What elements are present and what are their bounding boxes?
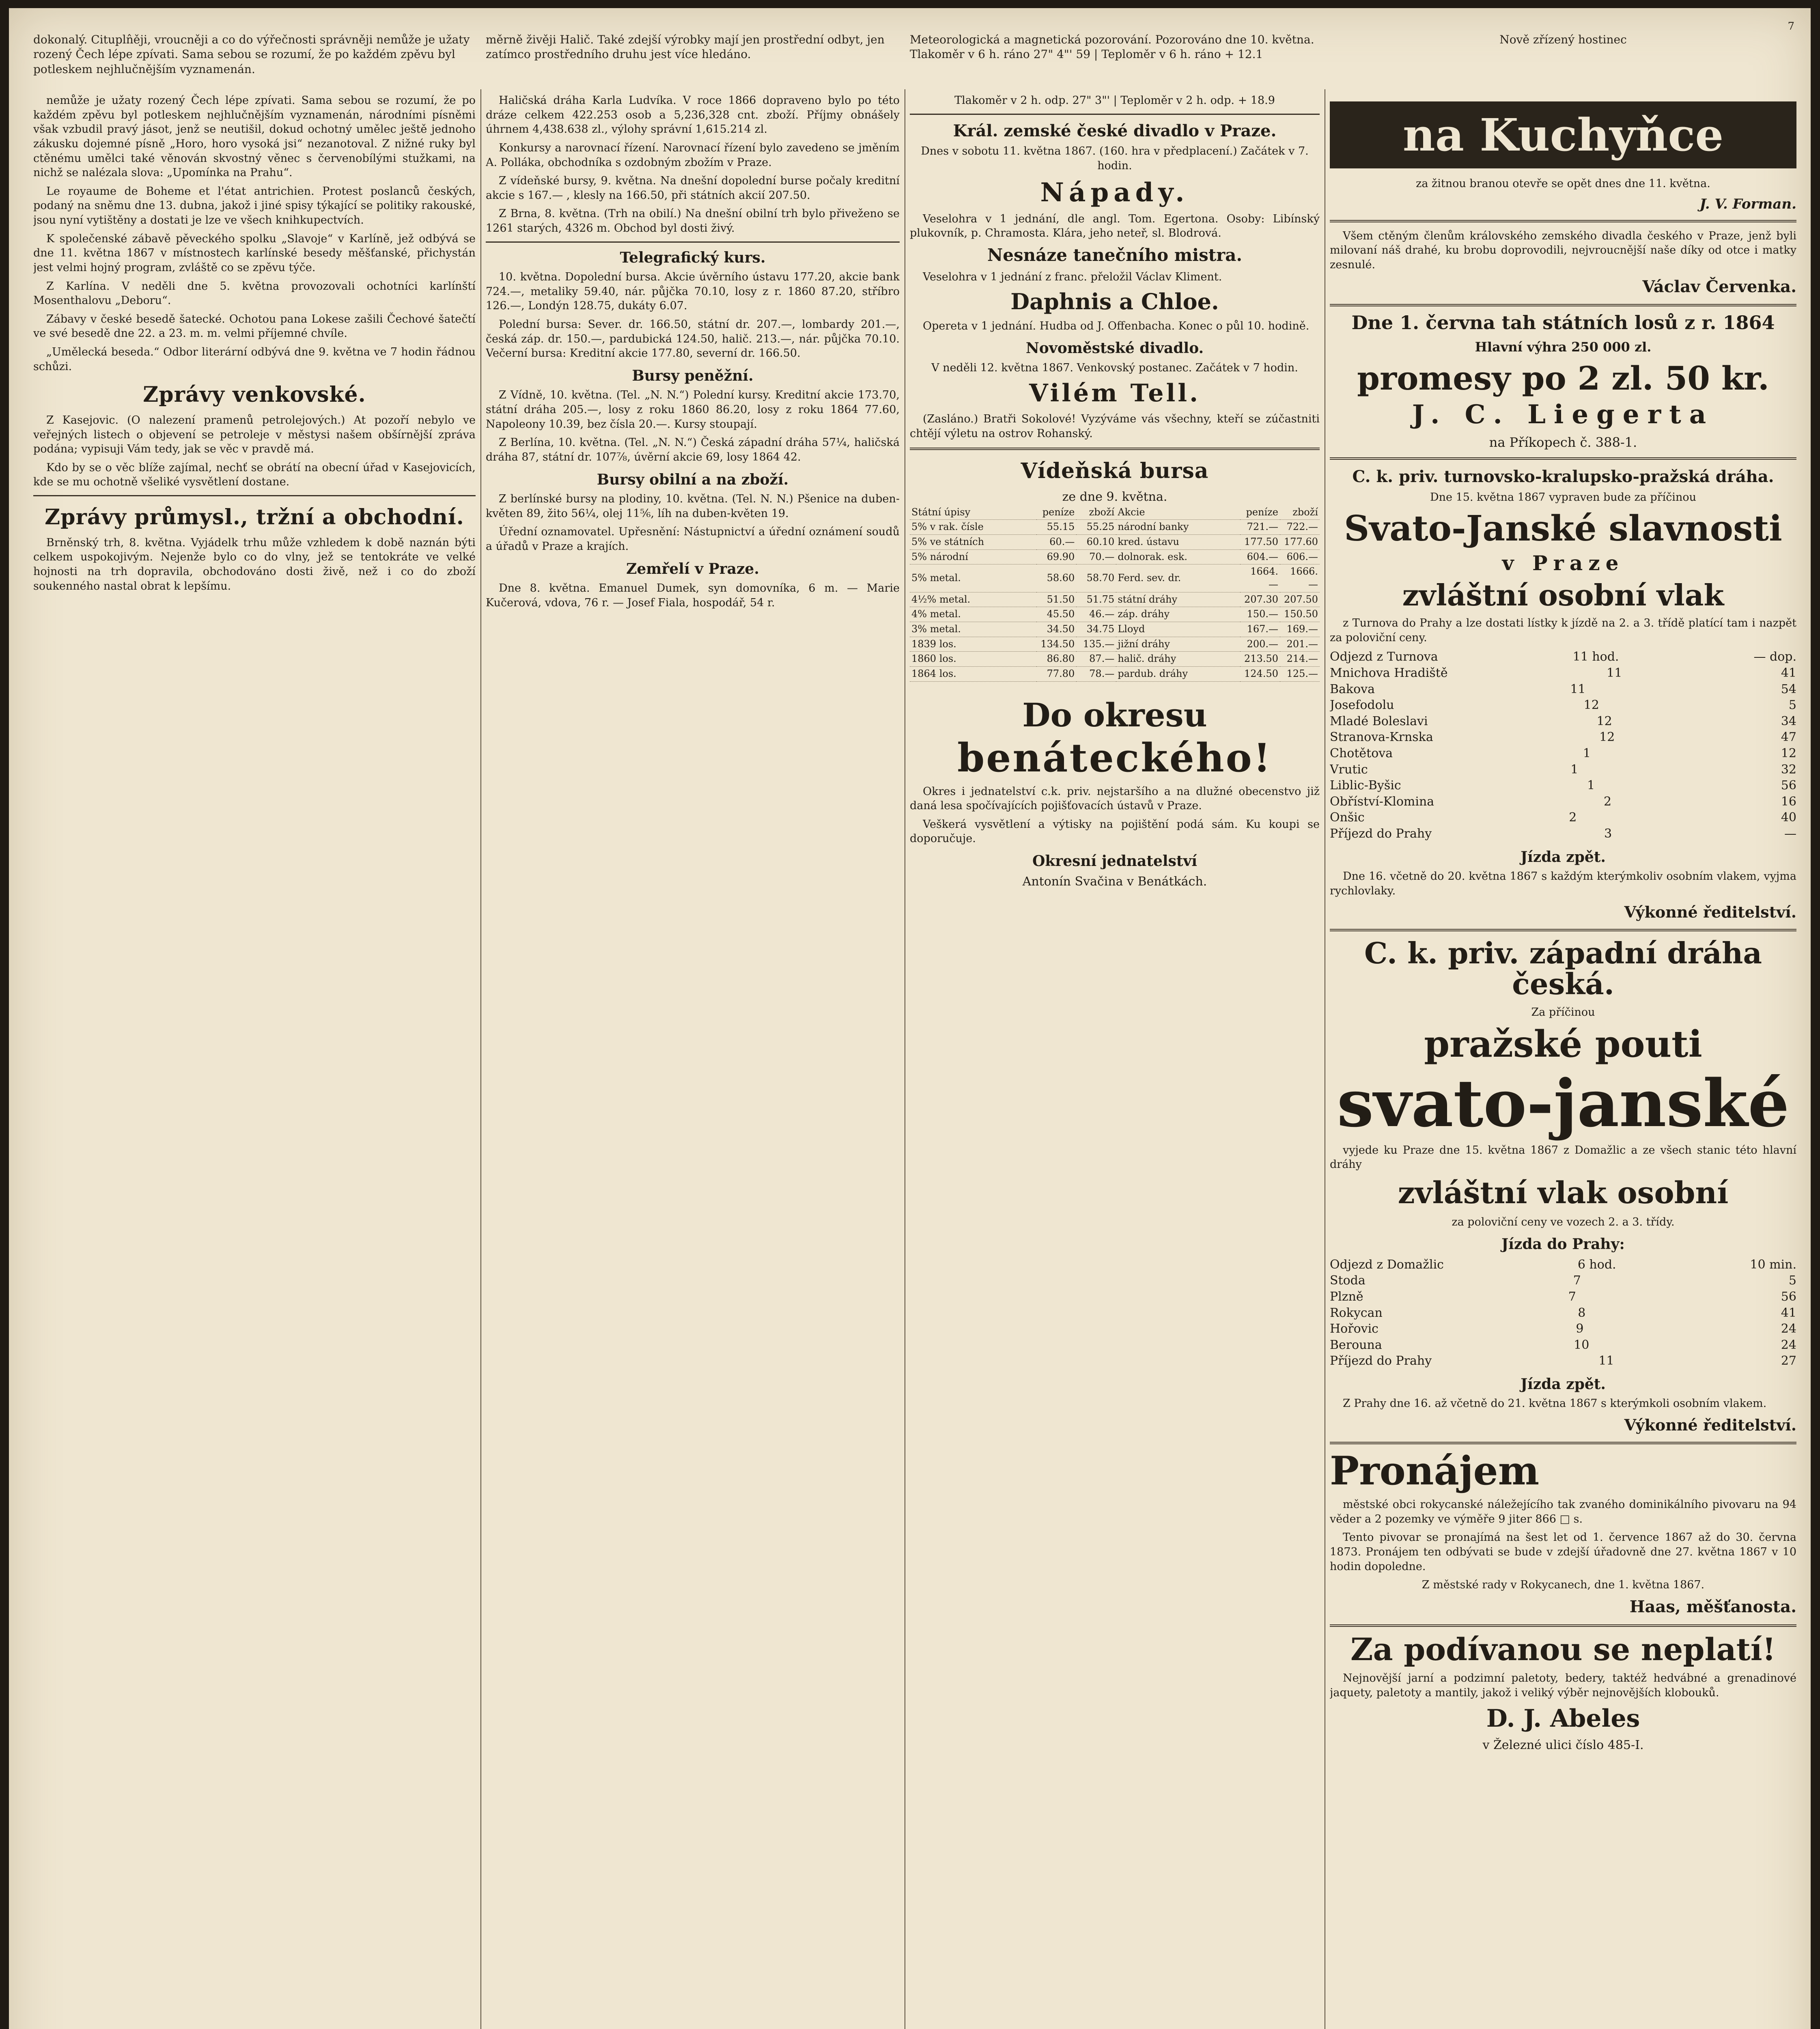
article-paragraph: Z Brna, 8. května. (Trh na obilí.) Na dnešní obilní trh bylo přiveženo se 1261 starých, 4326 m. Obchod byl dosti živý.: [486, 207, 900, 235]
station-time: 2: [1603, 794, 1612, 809]
column-rule: [480, 89, 481, 2029]
table-cell: 4½% metal.: [910, 592, 1036, 607]
article-paragraph: za žitnou branou otevře se opět dnes dne 11. května.: [1416, 177, 1710, 190]
table-cell: 51.75: [1076, 592, 1116, 607]
divider: [1330, 457, 1796, 460]
ad-banner: Svato-Janské slavnosti: [1344, 508, 1782, 549]
station-time: 1: [1570, 762, 1579, 777]
station-name: Hořovic: [1330, 1322, 1378, 1336]
timetable-row: [1330, 1337, 1796, 1353]
ad-banner: benáteckého!: [957, 734, 1272, 781]
table-cell: kred. ústavu: [1116, 535, 1240, 550]
play-title: Vilém Tell.: [1029, 379, 1201, 408]
article-paragraph: Všem ctěným členům královského zemského divadla českého v Praze, jenž byli milovaní náš drahé, ku brobu doprovodili, nejvroucnější naše díky od otce i matky zesnulé.: [1330, 229, 1796, 271]
article-paragraph: Tento pivovar se pronajímá na šest let od 1. července 1867 až do 30. června 1873. Pronájem ten odbývati se bude v zdejší úřadovně dne 27. května 1867 v 10 hodin dopoledne.: [1330, 1531, 1796, 1573]
table-cell: 5% metal.: [910, 564, 1036, 592]
table-cell: národní banky: [1116, 520, 1240, 535]
play-title: Nesnáze tanečního mistra.: [987, 245, 1243, 265]
table-cell: 5% v rak. čísle: [910, 520, 1036, 535]
table-cell: 134.50: [1036, 637, 1076, 652]
table-cell: dolnorak. esk.: [1116, 549, 1240, 564]
table-cell: 60.—: [1036, 535, 1076, 550]
page-corner-mark: 7: [1788, 20, 1794, 32]
article-paragraph: Veselohra v 1 jednání, dle angl. Tom. Egertona. Osoby: Libínský plukovník, p. Chramosta. Klára, jeho neteř, sl. Blodrová.: [910, 212, 1320, 240]
firm-name: J. C. Liegerta: [1412, 399, 1714, 430]
section-heading: Bursy peněžní.: [632, 367, 754, 384]
table-cell: státní dráhy: [1116, 592, 1240, 607]
station-name: Mnichova Hradiště: [1330, 666, 1448, 680]
section-heading: Telegrafický kurs.: [620, 249, 766, 266]
timetable-row: [1330, 681, 1796, 698]
ad-banner: zvláštní vlak osobní: [1398, 1175, 1729, 1211]
article-paragraph: Veškerá vysvětlení a výtisky na pojištění podá sám. Ku koupi se doporučuje.: [910, 818, 1320, 845]
table-cell: 34.50: [1036, 622, 1076, 637]
divider: [1330, 1442, 1796, 1444]
table-cell: 167.—: [1240, 622, 1280, 637]
station-name: Odjezd z Turnova: [1330, 650, 1438, 664]
station-name: Liblic-Byšic: [1330, 778, 1401, 793]
article-paragraph: „Umělecká beseda.“ Odbor literární odbývá dne 9. května ve 7 hodin řádnou schůzi.: [33, 346, 476, 373]
table-cell: 77.80: [1036, 667, 1076, 682]
station-name: Stranova-Krnska: [1330, 730, 1433, 745]
article-paragraph: Kdo by se o věc blíže zajímal, nechť se obrátí na obecní úřad v Kasejovicích, kde se mu ochotně všeliké vysvětlení dostane.: [33, 461, 476, 489]
station-time: 32: [1781, 762, 1796, 777]
table-cell: 58.60: [1036, 564, 1076, 592]
station-time: 10: [1574, 1338, 1590, 1352]
ad-heading: Do okresu: [1022, 696, 1207, 734]
table-cell: 51.50: [1036, 592, 1076, 607]
table-row: [910, 652, 1320, 667]
article-paragraph: městské obci rokycanské náležejícího tak zvaného dominikálního pivovaru na 94 věder a 2 pozemky ve výměře 9 jiter 866 □ s.: [1330, 1498, 1796, 1525]
table-cell: 5% ve státních: [910, 535, 1036, 550]
article-paragraph: Nejnovější jarní a podzimní paletoty, bedery, taktéž hedvábné a grenadinové jaquety, paletoty a mantily, jakož i veliký výběr nejnovějších klobouků.: [1330, 1672, 1796, 1699]
station-time: 41: [1781, 666, 1796, 680]
table-cell: 1666.—: [1280, 564, 1320, 592]
station-name: Plzně: [1330, 1290, 1363, 1304]
station-time: 6 hod.: [1577, 1257, 1616, 1272]
timetable-row: [1330, 1273, 1796, 1289]
timetable-row: [1330, 729, 1796, 745]
newspaper-page: [9, 8, 1811, 2029]
table-cell: jižní dráhy: [1116, 637, 1240, 652]
top-strip: [33, 32, 1794, 87]
table-header-cell: zboží: [1280, 505, 1320, 520]
article-paragraph: V neděli 12. května 1867. Venkovský postanec. Začátek v 7 hodin.: [931, 361, 1298, 374]
station-time: 56: [1781, 1290, 1796, 1304]
section-subheading: ze dne 9. května.: [1062, 490, 1167, 504]
divider: [1330, 304, 1796, 306]
ad-subheading: Hlavní výhra 250 000 zl.: [1475, 339, 1652, 355]
section-heading: Vídeňská bursa: [1021, 458, 1209, 483]
station-time: 7: [1573, 1273, 1581, 1288]
article-paragraph: Dne 15. května 1867 vypraven bude za příčinou: [1430, 491, 1696, 504]
article-paragraph: Polední bursa: Sever. dr. 166.50, státní dr. 207.—, lombardy 201.—, česká záp. dr. 150.—, pardubická 124.50, halič. 213.—, nár. půjčka 70.10. Večerní bursa: Kreditní akcie 177.80, severní dr. 166.50.: [486, 318, 900, 360]
station-time: 12: [1583, 698, 1599, 713]
station-time: 27: [1781, 1354, 1796, 1368]
table-row: [910, 549, 1320, 564]
ad-subheading: Jízda do Prahy:: [1501, 1236, 1625, 1253]
table-cell: 46.—: [1076, 607, 1116, 622]
ad-banner: zvláštní osobní vlak: [1402, 577, 1724, 612]
article-paragraph: Dne 16. včetně do 20. května 1867 s každým kterýmkoliv osobním vlakem, vyjma rychlovlaky.: [1330, 870, 1796, 897]
ad-banner: Za podívanou se neplatí!: [1350, 1631, 1776, 1667]
table-cell: 78.—: [1076, 667, 1116, 682]
ad-banner: promesy po 2 zl. 50 kr.: [1357, 359, 1769, 397]
table-row: [910, 535, 1320, 550]
firm-name: D. J. Abeles: [1486, 1704, 1640, 1733]
station-time: 24: [1781, 1338, 1796, 1352]
station-name: Odjezd z Domažlic: [1330, 1257, 1444, 1272]
article-paragraph: 10. května. Dopolední bursa. Akcie úvěrního ústavu 177.20, akcie bank 724.—, metaliky 59.40, nár. půjčka 70.10, losy z r. 1860 87.20, stříbro 126.—, Londýn 128.75, dukáty 6.07.: [486, 271, 900, 312]
station-name: Onšic: [1330, 810, 1365, 825]
table-cell: 87.—: [1076, 652, 1116, 667]
ad-signature-sub: Antonín Svačina v Benátkách.: [1022, 874, 1207, 889]
top-strip-col2: měrně živěji Halič. Také zdejší výrobky mají jen prostřední odbyt, jen zatímco prostředního druhu jest více hledáno.: [486, 33, 885, 61]
article-paragraph: Brněnský trh, 8. května. Vyjádelk trhu může vzhledem k době naznán býti celkem uspokojivým. Nejenže bylo co do vlny, jež se tentokráte ve velké hojnosti na trh dopravila, obchodováno dosti živě, než i co do zboží soukenného nastal obrat k lepšímu.: [33, 536, 476, 592]
firm-address: v Železné ulici číslo 485-I.: [1482, 1738, 1644, 1752]
station-time: 54: [1781, 682, 1796, 696]
station-time: 11: [1570, 682, 1586, 696]
station-name: Rokycan: [1330, 1305, 1383, 1320]
article-paragraph: Opereta v 1 jednání. Hudba od J. Offenbacha. Konec o půl 10. hodině.: [923, 319, 1310, 332]
station-time: — dop.: [1753, 650, 1796, 664]
table-cell: 3% metal.: [910, 622, 1036, 637]
station-time: 11 hod.: [1572, 650, 1619, 664]
table-cell: 34.75: [1076, 622, 1116, 637]
table-cell: 124.50: [1240, 667, 1280, 682]
play-title: Daphnis a Chloe.: [1010, 288, 1219, 314]
ad-subheading: Jízda zpět.: [1521, 848, 1606, 866]
article-paragraph: vyjede ku Praze dne 15. května 1867 z Domažlic a ze všech stanic této hlavní dráhy: [1330, 1144, 1796, 1171]
firm-address: na Příkopech č. 388-1.: [1489, 435, 1637, 450]
section-heading: Bursy obilní a na zboží.: [597, 471, 789, 488]
table-cell: 207.30: [1240, 592, 1280, 607]
article-paragraph: Z Prahy dne 16. až včetně do 21. května 1867 s kterýmkoli osobním vlakem.: [1343, 1397, 1767, 1410]
timetable: [1330, 649, 1796, 842]
table-cell: 125.—: [1280, 667, 1320, 682]
station-time: —: [1784, 826, 1796, 841]
weather-line: Tlakoměr v 2 h. odp. 27" 3"' | Teploměr v 2 h. odp. + 18.9: [954, 94, 1275, 107]
ad-banner: pražské pouti: [1424, 1023, 1702, 1066]
table-cell: 1839 los.: [910, 637, 1036, 652]
divider: [1330, 220, 1796, 222]
article-paragraph: Z Kasejovic. (O nalezení pramenů petrolejových.) At pozoří nebylo ve veřejných listech o objevení se petroleje v městysi našem obšírnější zpráva podána; vypisuji Vám tedy, jak se věc v pravdě má.: [33, 414, 476, 456]
article-paragraph: Z Vídně, 10. května. (Tel. „N. N.“) Polední kursy. Kreditní akcie 173.70, státní dráha 205.—, losy z roku 1860 86.20, losy z roku 1864 77.60, Napoleony 10.39, bez čísla 20.—. Kursy stoupají.: [486, 389, 900, 431]
ad-signature: Výkonné ředitelství.: [1624, 1416, 1796, 1435]
station-name: Chotětova: [1330, 746, 1393, 760]
table-cell: pardub. dráhy: [1116, 667, 1240, 682]
theatre-title: Král. zemské české divadlo v Praze.: [953, 121, 1277, 140]
station-time: 5: [1788, 1273, 1796, 1288]
table-cell: 45.50: [1036, 607, 1076, 622]
divider: [910, 448, 1320, 450]
hostinec-banner: na Kuchyňce: [1330, 101, 1796, 168]
table-row: [910, 592, 1320, 607]
station-time: 9: [1576, 1322, 1584, 1336]
article-paragraph: Za příčinou: [1531, 1006, 1595, 1019]
station-time: 7: [1568, 1290, 1576, 1304]
table-cell: 55.15: [1036, 520, 1076, 535]
table-cell: 722.—: [1280, 520, 1320, 535]
table-cell: 214.—: [1280, 652, 1320, 667]
table-cell: 207.50: [1280, 592, 1320, 607]
table-cell: 55.25: [1076, 520, 1116, 535]
timetable-row: [1330, 665, 1796, 681]
article-paragraph: Veselohra v 1 jednání z franc. přeložil Václav Kliment.: [923, 271, 1222, 284]
table-cell: 60.10: [1076, 535, 1116, 550]
table-cell: 177.50: [1240, 535, 1280, 550]
top-strip-col1: dokonalý. Citupln̂ěji, vroucněji a co do výřečnosti správněji nemůže je užaty rozený Čech lépe zpívati. Sama sebou se rozumí, že po každém zpěvu byl potleskem nejhlučnějším vyznamenán.: [33, 33, 470, 76]
column-3: [910, 93, 1320, 2029]
table-cell: 5% národní: [910, 549, 1036, 564]
station-name: Stoda: [1330, 1273, 1366, 1288]
station-name: Berouna: [1330, 1338, 1382, 1352]
divider: [1330, 929, 1796, 931]
section-heading: Zprávy průmysl., tržní a obchodní.: [45, 505, 464, 530]
timetable-row: [1330, 1321, 1796, 1337]
table-cell: 604.—: [1240, 549, 1280, 564]
article-paragraph: Zábavy v české besedě šatecké. Ochotou pana Lokese zašili Čechové šatečtí ve své besedě dne 22. a 23. m. m. velmi příjemné chvíle.: [33, 312, 476, 340]
table-cell: 213.50: [1240, 652, 1280, 667]
ad-signature: Výkonné ředitelství.: [1624, 903, 1796, 922]
table-cell: 1860 los.: [910, 652, 1036, 667]
station-name: Vrutic: [1330, 762, 1368, 777]
table-header-cell: Státní úpisy: [910, 505, 1036, 520]
table-cell: 86.80: [1036, 652, 1076, 667]
divider: [486, 241, 900, 243]
table-cell: 70.—: [1076, 549, 1116, 564]
station-time: 40: [1781, 810, 1796, 825]
timetable-row: [1330, 778, 1796, 794]
article-paragraph: Úřední oznamovatel. Upřesnění: Nástupnictví a úřední oznámení soudů a úřadů v Praze a krajích.: [486, 526, 900, 553]
article-paragraph: K společenské zábavě pěveckého spolku „Slavoje“ v Karlíně, jež odbývá se dne 11. května 1867 v místnostech karlínské besedy měšťanské, přichystán jest velmi hojný program, zvláště co se zpěvu týče.: [33, 232, 476, 274]
station-name: Mladé Boleslavi: [1330, 714, 1428, 728]
section-heading: Zemřelí v Praze.: [626, 560, 759, 577]
timetable-row: [1330, 745, 1796, 762]
table-header-cell: Akcie: [1116, 505, 1240, 520]
station-time: 1: [1583, 746, 1591, 760]
table-header-cell: peníze: [1240, 505, 1280, 520]
station-time: 34: [1781, 714, 1796, 728]
article-paragraph: Z Karlína. V neděli dne 5. května provozovali ochotníci karlínští Mosenthalovu „Deboru“.: [33, 280, 476, 307]
station-time: 47: [1781, 730, 1796, 745]
timetable-row: [1330, 810, 1796, 826]
ad-heading: C. k. priv. turnovsko-kralupsko-pražská dráha.: [1352, 467, 1774, 487]
table-cell: 606.—: [1280, 549, 1320, 564]
timetable-row: [1330, 1257, 1796, 1273]
station-time: 5: [1788, 698, 1796, 713]
article-paragraph: Dnes v sobotu 11. května 1867. (160. hra v předplacení.) Začátek v 7. hodin.: [921, 145, 1309, 172]
ad-heading: Dne 1. června tah státních losů z r. 1864: [1351, 312, 1775, 334]
column-4: [1330, 93, 1796, 2029]
table-cell: 200.—: [1240, 637, 1280, 652]
timetable-row: [1330, 1305, 1796, 1321]
article-paragraph: Dne 8. května. Emanuel Dumek, syn domovníka, 6 m. — Marie Kučerová, vdova, 76 r. — Josef Fiala, hospodář, 54 r.: [486, 582, 900, 609]
play-title: Nápady.: [1040, 177, 1189, 208]
table-row: [910, 520, 1320, 535]
table-cell: Ferd. sev. dr.: [1116, 564, 1240, 592]
ad-heading: C. k. priv. západní dráha česká.: [1364, 936, 1762, 1002]
ad-banner: Pronájem: [1330, 1448, 1540, 1494]
table-cell: 150.50: [1280, 607, 1320, 622]
column-2: [486, 93, 900, 2029]
ad-signature: J. V. Forman.: [1699, 196, 1796, 212]
top-strip-col3: Meteorologická a magnetická pozorování. Pozorováno dne 10. května. Tlakoměr v 6 h. ráno 27" 4"' 59 | Teploměr v 6 h. ráno + 12.1: [910, 33, 1314, 61]
timetable-row: [1330, 762, 1796, 778]
table-cell: 4% metal.: [910, 607, 1036, 622]
station-time: 56: [1781, 778, 1796, 793]
section-heading: Zprávy venkovské.: [143, 382, 366, 407]
ad-banner: v Praze: [1502, 551, 1624, 575]
divider: [1330, 1624, 1796, 1627]
table-cell: 201.—: [1280, 637, 1320, 652]
article-paragraph: Le royaume de Boheme et l'état antrichien. Protest poslanců českých, podaný na sněmu dne 13. dubna, jakož i jiné spisy týkající se politiky rakouské, jsou nyní vytištěny a dostati je lze ve všech knihkupectvích.: [33, 185, 476, 226]
station-name: Josefodolu: [1330, 698, 1394, 713]
ad-banner: svato-janské: [1337, 1065, 1790, 1142]
article-paragraph: Z Berlína, 10. května. (Tel. „N. N.“) Česká západní dráha 57¼, haličská dráha 87, státní dr. 107⅞, úvěrní akcie 69, losy 1864 42.: [486, 436, 900, 463]
table-row: [910, 607, 1320, 622]
ad-signature: Haas, měšťanosta.: [1629, 1597, 1796, 1616]
table-cell: 1664.—: [1240, 564, 1280, 592]
table-cell: záp. dráhy: [1116, 607, 1240, 622]
station-time: 1: [1587, 778, 1595, 793]
table-cell: 150.—: [1240, 607, 1280, 622]
timetable-row: [1330, 826, 1796, 842]
article-paragraph: Okres i jednatelství c.k. priv. nejstaršího a na dlužné obecenstvo již daná lesa spočívajících pojišťovacích ústavů v Praze.: [910, 785, 1320, 812]
station-time: 41: [1781, 1305, 1796, 1320]
ad-signature: Václav Červenka.: [1642, 277, 1796, 296]
table-header-row: [910, 505, 1320, 520]
table-row: [910, 622, 1320, 637]
article-paragraph: Haličská dráha Karla Ludvíka. V roce 1866 dopraveno bylo po této dráze celkem 422.253 osob a 5,236,328 cnt. zboží. Příjmy obnášely úhrnem 4,438.638 zl., výlohy správní 1,615.214 zl.: [486, 94, 900, 136]
timetable-row: [1330, 713, 1796, 730]
table-cell: 69.90: [1036, 549, 1076, 564]
article-paragraph: (Zasláno.) Bratři Sokolové! Vyzýváme vás všechny, kteří se zúčastniti chtějí výletu na ostrov Rohanský.: [910, 413, 1320, 440]
station-time: 11: [1598, 1354, 1614, 1368]
station-name: Příjezd do Prahy: [1330, 826, 1432, 841]
ad-signature: Okresní jednatelství: [1032, 853, 1198, 870]
table-cell: 169.—: [1280, 622, 1320, 637]
divider: [33, 495, 476, 496]
station-time: 12: [1596, 714, 1612, 728]
article-paragraph: Z vídeňské bursy, 9. května. Na dnešní dopolední burse počaly kreditní akcie s 167.— , klesly na 166.50, při státních akcií 207.50.: [486, 174, 900, 202]
divider: [910, 114, 1320, 115]
exchange-table: [910, 505, 1320, 682]
station-name: Bakova: [1330, 682, 1375, 696]
station-time: 12: [1599, 730, 1615, 745]
article-paragraph: za poloviční ceny ve vozech 2. a 3. třídy.: [1452, 1215, 1675, 1228]
table-cell: 1864 los.: [910, 667, 1036, 682]
top-strip-col4: Nově zřízený hostinec: [1499, 33, 1627, 46]
table-row: [910, 637, 1320, 652]
column-1: [33, 93, 476, 2029]
table-cell: 135.—: [1076, 637, 1116, 652]
article-paragraph: Konkursy a narovnací řízení. Narovnací řízení bylo zavedeno se jměním A. Polláka, obchodníka s ozdobným zbožím v Praze.: [486, 141, 900, 169]
station-name: Příjezd do Prahy: [1330, 1354, 1432, 1368]
table-row: [910, 564, 1320, 592]
ad-subheading: Jízda zpět.: [1521, 1375, 1606, 1393]
station-name: Obříství-Klomina: [1330, 794, 1434, 809]
table-cell: 721.—: [1240, 520, 1280, 535]
article-paragraph: z Turnova do Prahy a lze dostati lístky k jízdě na 2. a 3. třídě platící tam i nazpět za poloviční ceny.: [1330, 617, 1796, 644]
table-header-cell: zboží: [1076, 505, 1116, 520]
station-time: 24: [1781, 1322, 1796, 1336]
station-time: 12: [1781, 746, 1796, 760]
table-cell: halič. dráhy: [1116, 652, 1240, 667]
table-row: [910, 667, 1320, 682]
timetable-row: [1330, 649, 1796, 665]
timetable: [1330, 1257, 1796, 1369]
table-cell: 58.70: [1076, 564, 1116, 592]
table-header-cell: peníze: [1036, 505, 1076, 520]
article-paragraph: Z městské rady v Rokycanech, dne 1. května 1867.: [1422, 1579, 1705, 1592]
timetable-row: [1330, 1289, 1796, 1305]
station-time: 10 min.: [1750, 1257, 1796, 1272]
station-time: 11: [1607, 666, 1622, 680]
station-time: 3: [1604, 826, 1612, 841]
station-time: 8: [1578, 1305, 1586, 1320]
article-paragraph: Z berlínské bursy na plodiny, 10. května. (Tel. N. N.) Pšenice na duben-květen 89, žito 56¼, olej 11⅚, líh na duben-květen 19.: [486, 493, 900, 520]
timetable-row: [1330, 794, 1796, 810]
station-time: 2: [1569, 810, 1577, 825]
table-cell: Lloyd: [1116, 622, 1240, 637]
theatre-title: Novoměstské divadlo.: [1025, 340, 1204, 357]
table-cell: 177.60: [1280, 535, 1320, 550]
article-paragraph: nemůže je užaty rozený Čech lépe zpívati. Sama sebou se rozumí, že po každém zpěvu byl potleskem nejhlučnějším vyznamenán, národními písněmi však vzbudil pravý jásot, jenž se neutišil, dokud ochotný umělec ještě jednoho zákusku dojemné písně „Horo, horo vysoká jsi“ nezanotoval. Z nižné ruky byl ctěnému umělci také věnován skvostný věnec s červenobílými stužkami, na nichž se nalézala slova: „Upomínka na Prahu“.: [33, 94, 476, 179]
timetable-row: [1330, 1353, 1796, 1369]
station-time: 16: [1781, 794, 1796, 809]
timetable-row: [1330, 697, 1796, 713]
